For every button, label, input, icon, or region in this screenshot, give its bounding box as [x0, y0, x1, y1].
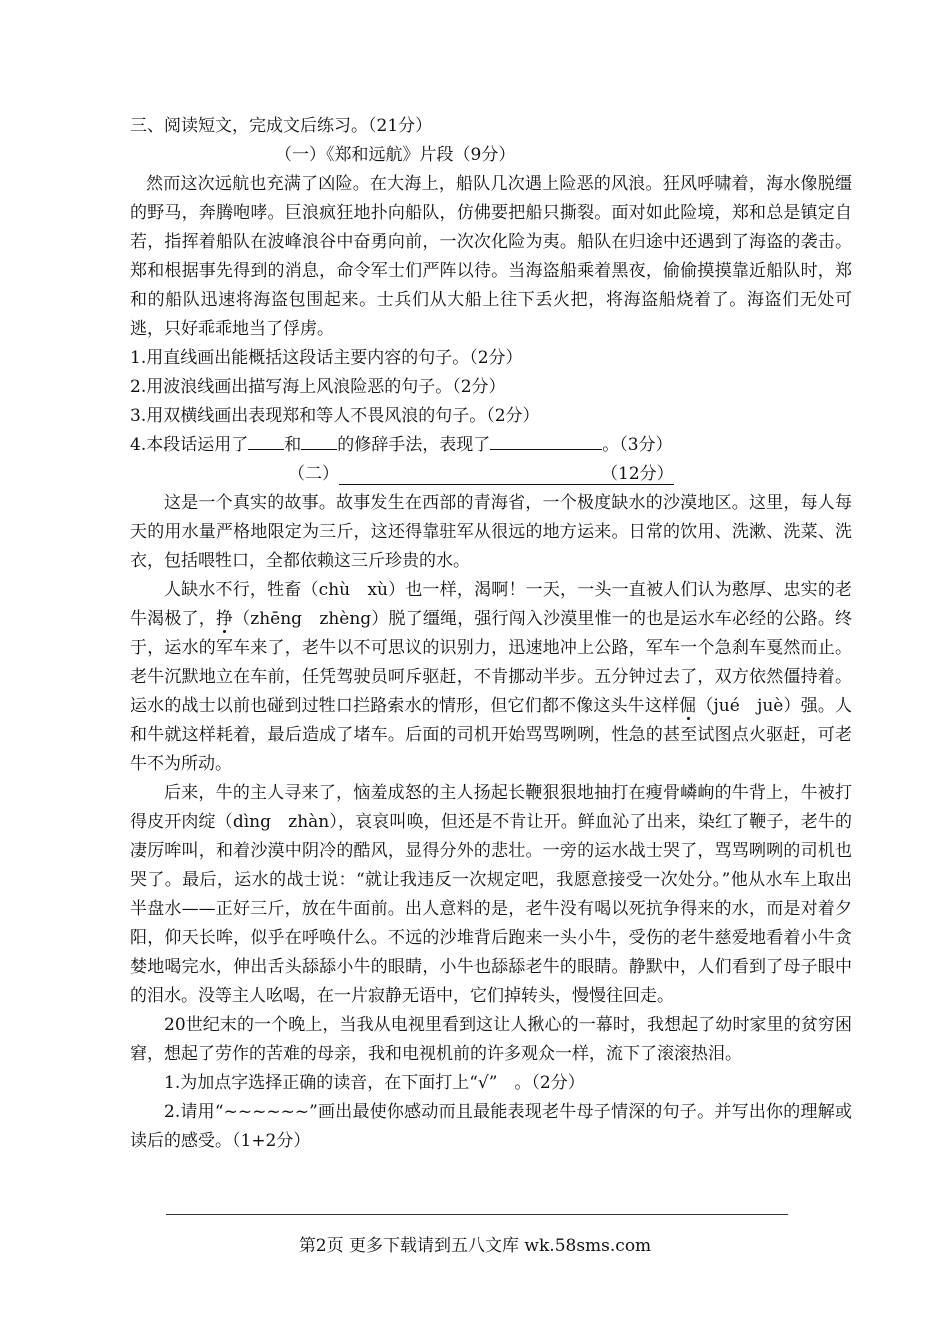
p2-text-c: （jué juè）强。人和牛就这样耗着，最后造成了堵车。后面的司机开始骂骂咧咧，性急的甚至试图点火驱赶，可老牛不为所动。 [130, 696, 853, 774]
q4-text-d: 。（3分） [602, 435, 673, 455]
answer-blank-1[interactable] [248, 431, 284, 450]
part1-question-3: 3.用双横线画出表现郑和等人不畏风浪的句子。（2分） [130, 406, 540, 426]
part2-title [130, 460, 852, 489]
part1-title: （一）《郑和远航》片段（9分） [275, 145, 516, 165]
q4-text-c: 的修辞手法，表现了 [337, 435, 491, 455]
q4-text-b: 和 [284, 435, 302, 455]
part2-question-2: 2.请用“~~~~~~”画出最使你感动而且最能表现老牛母子情深的句子。并写出你的理解或读后的感受。（1+2分） [130, 1102, 852, 1151]
part1-question-1: 1.用直线画出能概括这段话主要内容的句子。（2分） [130, 348, 523, 368]
part2-paragraph-3: 后来，牛的主人寻来了，恼羞成怒的主人扬起长鞭狠狠地抽打在瘦骨嶙峋的牛背上，牛被打得皮开肉绽（dìng zhàn），哀哀叫唤，但还是不肯让开。鲜血沁了出来，染红了鞭子，老牛的凄厉哞叫，和着沙漠中阴冷的酷风，显得分外的悲壮。一旁的运水战士哭了，骂骂咧咧的司机也哭了。最后，运水的战士说：“就让我违反一次规定吧，我愿意接受一次处分。”他从水车上取出半盘水——正好三斤，放在牛面前。出人意料的是，老牛没有喝以死抗争得来的水，而是对着夕阳，仰天长哞，似乎在呼唤什么。不远的沙堆背后跑来一头小牛，受伤的老牛慈爱地看着小牛贪婪地喝完水，伸出舌头舔舔小牛的眼睛，小牛也舔舔老牛的眼睛。静默中，人们看到了母子眼中的泪水。没等主人吆喝，在一片寂静无语中，它们掉转头，慢慢往回走。 [130, 783, 852, 1006]
page-footer: 第2页 更多下载请到五八文库 wk.58sms.com [298, 1236, 652, 1256]
answer-blank-2[interactable] [301, 431, 337, 450]
page-body [130, 112, 852, 1156]
part2-title-prefix: （二） [288, 464, 339, 484]
part2-paragraph-1: 这是一个真实的故事。故事发生在西部的青海省，一个极度缺水的沙漠地区。这里，每人每天的用水量严格地限定为三斤，这还得靠驻军从很远的地方运来。日常的饮用、洗漱、洗菜、洗衣，包括喂牲口，全都依赖这三斤珍贵的水。 [130, 493, 852, 571]
part1-passage: 然而这次远航也充满了凶险。在大海上，船队几次遇上险恶的风浪。狂风呼啸着，海水像脱缰的野马，奔腾咆哮。巨浪疯狂地扑向船队，仿佛要把船只撕裂。面对如此险境，郑和总是镇定自若，指挥着船队在波峰浪谷中奋勇向前，一次次化险为夷。船队在归途中还遇到了海盗的袭击。郑和根据事先得到的消息，命令军士们严阵以待。当海盗船乘着黑夜，偷偷摸摸靠近船队时，郑和的船队迅速将海盗包围起来。士兵们从大船上往下丢火把，将海盗船烧着了。海盗们无处可逃，只好乖乖地当了俘虏。 [130, 174, 852, 339]
dotted-char-2: 倔 [679, 696, 697, 716]
answer-blank-3[interactable] [490, 431, 602, 450]
part2-title-score: （12分） [601, 464, 674, 484]
part1-question-2: 2.用波浪线画出描写海上风浪险恶的句子。（2分） [130, 377, 506, 397]
footer-divider [166, 1214, 788, 1215]
dotted-char-1: 挣 [215, 609, 234, 629]
part2-title-blank[interactable] [339, 464, 674, 485]
part2-paragraph-4: 20世纪末的一个晚上，当我从电视里看到这让人揪心的一幕时，我想起了幼时家里的贫穷困窘，想起了劳作的苦难的母亲，我和电视机前的许多观众一样，流下了滚滚热泪。 [130, 1015, 852, 1064]
part2-paragraph-2 [130, 576, 852, 779]
q4-text-a: 4.本段话运用了 [130, 435, 249, 455]
p2-text-a: 人缺水不行，牲畜（chù xù）也一样，渴啊！一天，一头一直被人们认为憨厚、忠实的老牛渴极了， [130, 580, 852, 629]
p2-text-b: （zhēng zhèng）脱了缰绳，强行闯入沙漠里惟一的也是运水车必经的公路。终于，运水的军车来了，老牛以不可思议的识别力，迅速地冲上公路，军车一个急刹车戛然而止。老牛沉默地立在车前，任凭驾驶员呵斥驱赶，不肯挪动半步。五分钟过去了，双方依然僵持着。运水的战士以前也碰到过牲口拦路索水的情形，但它们都不像这头牛这样 [130, 609, 853, 716]
part1-question-4 [130, 431, 852, 460]
part2-question-1: 1.为加点字选择正确的读音，在下面打上“√” 。（2分） [164, 1073, 585, 1093]
section-title: 三、阅读短文，完成文后练习。（21分） [130, 116, 433, 136]
